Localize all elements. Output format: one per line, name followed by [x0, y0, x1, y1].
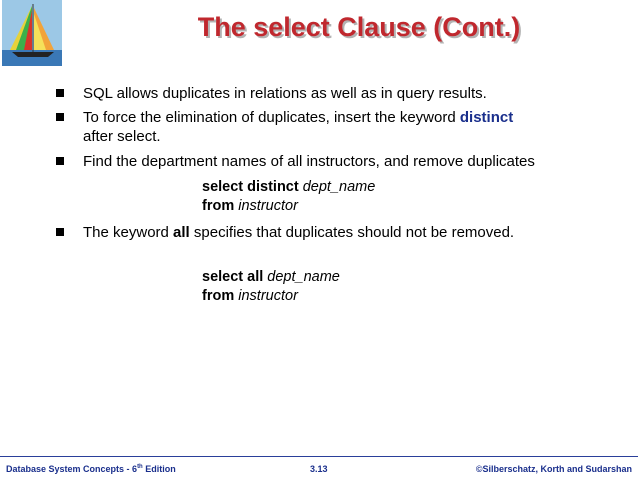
bullet-text [83, 108, 513, 127]
bullet-item [56, 223, 514, 242]
sql-keyword: from [202, 198, 235, 214]
keyword-all: all [173, 224, 190, 241]
square-bullet-icon [56, 228, 64, 236]
sql-identifier: dept_name [302, 179, 376, 195]
footer-superscript: th [137, 464, 143, 470]
square-bullet-icon [56, 89, 64, 97]
sql-line [202, 268, 340, 287]
footer-text: Database System Concepts - 6 [6, 464, 138, 474]
sql-identifier: instructor [238, 288, 298, 304]
bullet-text-part: To force the elimination of duplicates, insert the keyword [83, 109, 460, 126]
square-bullet-icon [56, 157, 64, 165]
slide-title: The select Clause (Cont.) [197, 12, 521, 42]
bullet-text-part: specifies that duplicates should not be removed. [189, 224, 515, 241]
sql-identifier: instructor [238, 198, 298, 214]
sql-keyword: select distinct [202, 179, 299, 195]
sql-query-distinct [202, 178, 375, 216]
footer-divider [0, 456, 638, 457]
bullet-item [56, 84, 487, 103]
square-bullet-icon [56, 113, 64, 121]
footer-copyright: ©Silberschatz, Korth and Sudarshan [475, 464, 632, 474]
sql-line [202, 178, 375, 197]
keyword-distinct: distinct [459, 109, 514, 126]
bullet-item [56, 152, 535, 171]
sql-keyword: from [202, 288, 235, 304]
footer-page-number: 3.13 [310, 464, 328, 474]
footer-text: Edition [142, 464, 176, 474]
bullet-text: SQL allows duplicates in relations as well as in query results. [83, 85, 487, 102]
bullet-item [56, 108, 513, 146]
sql-keyword: select all [202, 269, 264, 285]
bullet-text-part: The keyword [83, 224, 174, 241]
footer-book-title [6, 464, 176, 474]
sql-line [202, 197, 375, 216]
bullet-text [83, 223, 514, 242]
sql-line [202, 287, 340, 306]
sailboat-logo-icon [2, 0, 62, 66]
sql-query-all [202, 268, 340, 306]
bullet-text: Find the department names of all instructors, and remove duplicates [83, 153, 535, 170]
bullet-text-line2: after select. [83, 128, 161, 145]
sql-identifier: dept_name [267, 269, 340, 285]
